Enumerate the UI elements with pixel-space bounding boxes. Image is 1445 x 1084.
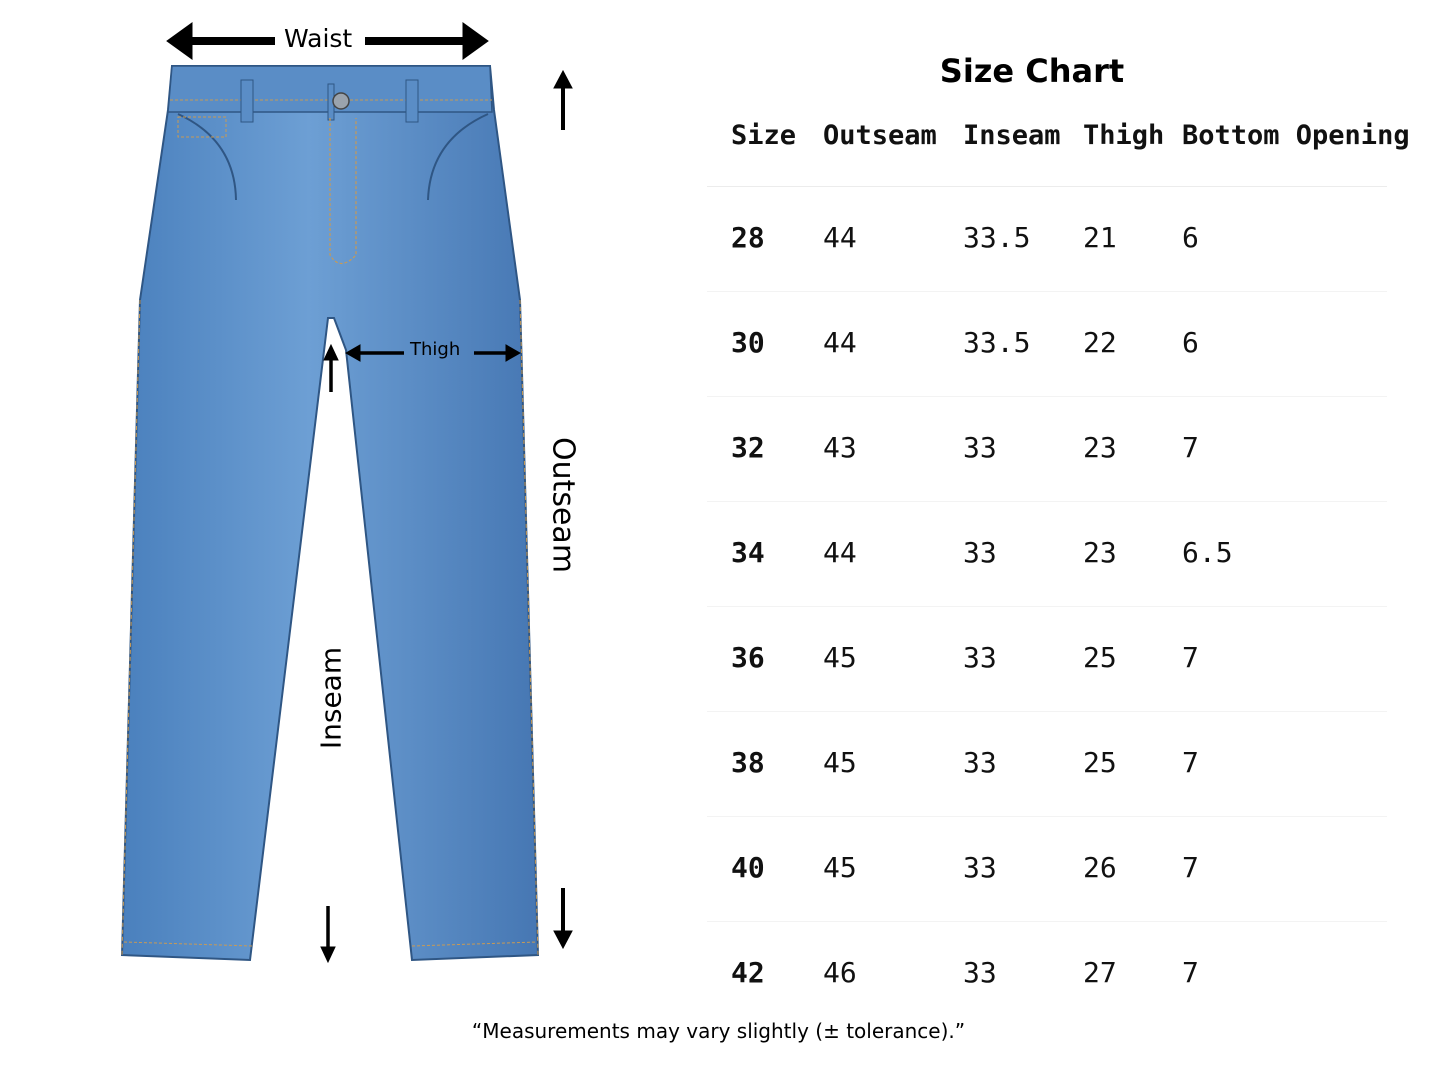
table-cell: 25 (1083, 746, 1117, 779)
table-cell: 33.5 (963, 326, 1031, 359)
table-cell: 33 (963, 851, 997, 884)
table-cell: 6 (1182, 221, 1199, 254)
table-cell: 38 (731, 746, 765, 779)
table-row (707, 607, 1387, 712)
table-cell: 44 (823, 221, 857, 254)
table-cell: 6 (1182, 326, 1199, 359)
table-cell: 45 (823, 851, 857, 884)
table-row (707, 187, 1387, 292)
table-row (707, 292, 1387, 397)
outseam-label: Outseam (545, 436, 581, 574)
table-cell: 33.5 (963, 221, 1031, 254)
size-chart-table (707, 104, 1410, 1026)
header-cell: Thigh (1083, 120, 1165, 151)
table-row (707, 817, 1387, 922)
table-row (707, 712, 1387, 817)
header-cell: Outseam (823, 120, 937, 151)
waist-label: Waist (278, 24, 358, 53)
table-cell: 45 (823, 746, 857, 779)
table-cell: 7 (1182, 746, 1199, 779)
table-header-row (707, 104, 1410, 187)
table-cell: 33 (963, 956, 997, 989)
table-cell: 22 (1083, 326, 1117, 359)
table-cell: 7 (1182, 851, 1199, 884)
thigh-label: Thigh (410, 339, 461, 360)
table-cell: 23 (1083, 536, 1117, 569)
table-cell: 32 (731, 431, 765, 464)
header-cell: Inseam (963, 120, 1061, 151)
table-cell: 34 (731, 536, 765, 569)
table-cell: 33 (963, 536, 997, 569)
table-cell: 6.5 (1182, 536, 1233, 569)
table-cell: 21 (1083, 221, 1117, 254)
inseam-label: Inseam (314, 646, 348, 750)
table-row (707, 502, 1387, 607)
header-cell: Size (731, 120, 797, 151)
table-row (707, 397, 1387, 502)
table-cell: 27 (1083, 956, 1117, 989)
table-cell: 30 (731, 326, 765, 359)
table-cell: 7 (1182, 641, 1199, 674)
table-cell: 43 (823, 431, 857, 464)
measurement-note: “Measurements may vary slightly (± tolerance).” (471, 1019, 966, 1043)
table-cell: 33 (963, 746, 997, 779)
table-cell: 45 (823, 641, 857, 674)
header-cell: Bottom Opening (1182, 120, 1410, 151)
table-cell: 28 (731, 221, 765, 254)
table-cell: 46 (823, 956, 857, 989)
table-cell: 25 (1083, 641, 1117, 674)
table-cell: 44 (823, 536, 857, 569)
table-cell: 36 (731, 641, 765, 674)
table-cell: 33 (963, 641, 997, 674)
table-cell: 23 (1083, 431, 1117, 464)
table-cell: 40 (731, 851, 765, 884)
table-cell: 7 (1182, 431, 1199, 464)
table-cell: 42 (731, 956, 765, 989)
table-row (707, 922, 1387, 1026)
table-cell: 44 (823, 326, 857, 359)
size-chart-title: Size Chart (939, 52, 1125, 90)
jeans-illustration (0, 0, 700, 1000)
table-cell: 33 (963, 431, 997, 464)
jeans-diagram (0, 0, 700, 1000)
table-cell: 7 (1182, 956, 1199, 989)
table-cell: 26 (1083, 851, 1117, 884)
